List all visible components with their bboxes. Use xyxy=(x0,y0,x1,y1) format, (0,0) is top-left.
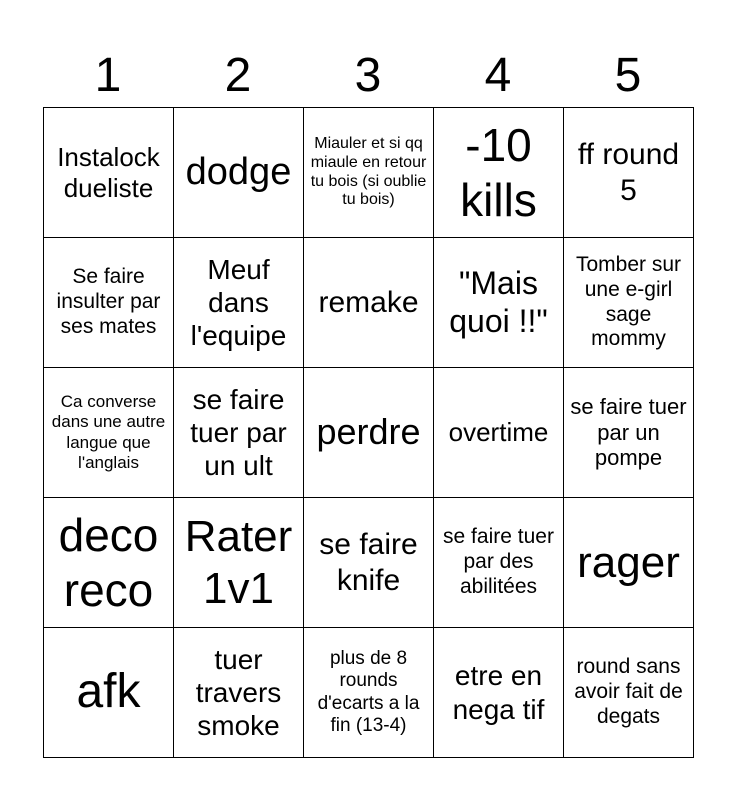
column-number: 5 xyxy=(614,49,642,102)
bingo-cell-text: "Mais quoi !!" xyxy=(449,264,548,339)
bingo-cell-text: ff round 5 xyxy=(577,138,680,207)
bingo-cell-text: round sans avoir fait de degats xyxy=(574,655,683,728)
bingo-cell[interactable] xyxy=(303,367,434,498)
bingo-cell-text: Se faire insulter par ses mates xyxy=(56,265,161,338)
bingo-cell[interactable] xyxy=(303,237,434,368)
bingo-cell-text: Meuf dans l'equipe xyxy=(190,253,287,352)
bingo-cell-text: Tomber sur une e-girl sage mommy xyxy=(575,252,682,351)
bingo-cell-text: se faire tuer par des abilitées xyxy=(443,525,554,598)
bingo-cell-text: rager xyxy=(577,537,680,587)
bingo-cell-text: se faire knife xyxy=(319,528,418,597)
bingo-cell[interactable] xyxy=(303,627,434,758)
bingo-cell-text: Miauler et si qq miaule en retour tu bois (si oublie tu bois) xyxy=(310,134,427,209)
bingo-cell-text: se faire tuer par un pompe xyxy=(570,393,687,471)
bingo-grid xyxy=(43,107,693,757)
bingo-cell[interactable] xyxy=(173,497,304,628)
bingo-cell-text: Instalock dueliste xyxy=(57,141,160,203)
bingo-cell[interactable] xyxy=(563,497,694,628)
bingo-cell-text: dodge xyxy=(185,151,292,194)
bingo-cell-text: etre en nega tif xyxy=(452,660,545,725)
bingo-cell[interactable] xyxy=(303,107,434,238)
column-headers xyxy=(43,48,693,108)
bingo-cell[interactable] xyxy=(433,367,564,498)
bingo-cell[interactable] xyxy=(433,237,564,368)
bingo-cell[interactable] xyxy=(563,237,694,368)
bingo-cell[interactable] xyxy=(433,627,564,758)
bingo-cell-text: remake xyxy=(318,285,419,319)
bingo-cell[interactable] xyxy=(173,237,304,368)
bingo-cell[interactable] xyxy=(563,627,694,758)
bingo-cell-text: Rater 1v1 xyxy=(184,511,293,613)
bingo-cell[interactable] xyxy=(563,107,694,238)
bingo-cell-text: -10 kills xyxy=(460,119,537,226)
bingo-cell-text: deco reco xyxy=(58,509,159,616)
bingo-cell-text: afk xyxy=(76,665,141,719)
bingo-cell[interactable] xyxy=(43,237,174,368)
bingo-cell[interactable] xyxy=(173,627,304,758)
bingo-cell-text: Ca converse dans une autre langue que l'anglais xyxy=(51,392,166,472)
bingo-cell-text: tuer travers smoke xyxy=(195,643,282,742)
column-number: 4 xyxy=(484,49,512,102)
bingo-cell[interactable] xyxy=(563,367,694,498)
bingo-cell[interactable] xyxy=(433,497,564,628)
bingo-cell[interactable] xyxy=(173,107,304,238)
bingo-cell[interactable] xyxy=(433,107,564,238)
bingo-cell-text: perdre xyxy=(316,411,421,453)
bingo-cell[interactable] xyxy=(43,107,174,238)
bingo-cell-text: plus de 8 rounds d'ecarts a la fin (13-4) xyxy=(317,647,420,736)
column-number: 3 xyxy=(354,49,382,102)
column-number: 1 xyxy=(94,49,122,102)
bingo-cell[interactable] xyxy=(43,497,174,628)
bingo-cell[interactable] xyxy=(43,627,174,758)
bingo-cell[interactable] xyxy=(173,367,304,498)
bingo-cell[interactable] xyxy=(43,367,174,498)
bingo-cell-text: overtime xyxy=(448,417,549,448)
column-number: 2 xyxy=(224,49,252,102)
bingo-cell[interactable] xyxy=(303,497,434,628)
bingo-cell-text: se faire tuer par un ult xyxy=(190,383,287,482)
